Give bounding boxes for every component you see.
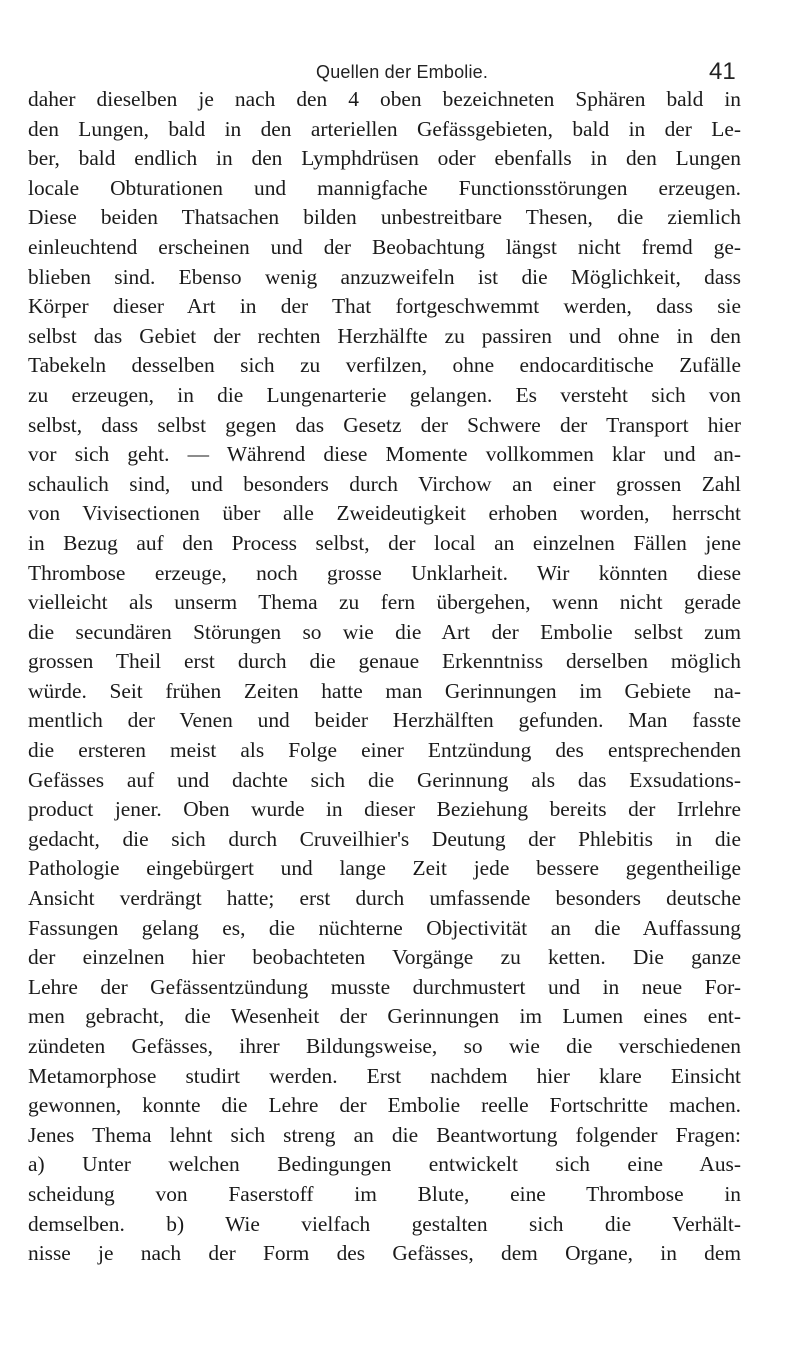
text-line: blieben sind. Ebenso wenig anzuzweifeln ist die Möglichkeit, dass <box>28 264 741 289</box>
running-title: Quellen der Embolie. <box>316 62 489 82</box>
text-line: Fassungen gelang es, die nüchterne Objectivität an die Auffassung <box>28 915 741 940</box>
text-line: vielleicht als unserm Thema zu fern übergehen, wenn nicht gerade <box>28 590 741 615</box>
text-line: vor sich geht. — Während diese Momente vollkommen klar und an- <box>28 442 741 467</box>
text-line: locale Obturationen und mannigfache Functionsstörungen erzeugen. <box>28 175 741 200</box>
text-line: von Vivisectionen über alle Zweideutigkeit erhoben worden, herrscht <box>28 501 741 526</box>
text-line: gewonnen, konnte die Lehre der Embolie reelle Fortschritte machen. <box>28 1093 741 1118</box>
running-head <box>0 58 800 88</box>
text-line: Körper dieser Art in der That fortgeschwemmt werden, dass sie <box>28 294 741 319</box>
text-line: schaulich sind, und besonders durch Virchow an einer grossen Zahl <box>28 471 741 496</box>
text-line: Diese beiden Thatsachen bilden unbestreitbare Thesen, die ziemlich <box>28 205 741 230</box>
text-line: den Lungen, bald in den arteriellen Gefässgebieten, bald in der Le- <box>28 116 741 141</box>
text-line: Pathologie eingebürgert und lange Zeit jede bessere gegentheilige <box>28 856 741 881</box>
text-line: nisse je nach der Form des Gefässes, dem Organe, in dem <box>28 1241 741 1266</box>
text-line: product jener. Oben wurde in dieser Beziehung bereits der Irrlehre <box>28 797 741 822</box>
text-line: Lehre der Gefässentzündung musste durchmustert und in neue For- <box>28 974 741 999</box>
text-line: a) Unter welchen Bedingungen entwickelt sich eine Aus- <box>28 1152 741 1177</box>
text-line: zu erzeugen, in die Lungenarterie gelangen. Es versteht sich von <box>28 382 741 407</box>
text-line: zündeten Gefässes, ihrer Bildungsweise, so wie die verschiedenen <box>28 1034 741 1058</box>
body-text <box>28 85 741 1269</box>
text-line: ber, bald endlich in den Lymphdrüsen oder ebenfalls in den Lungen <box>28 146 741 171</box>
text-line: die ersteren meist als Folge einer Entzündung des entsprechenden <box>28 738 741 763</box>
text-line: einleuchtend erscheinen und der Beobachtung längst nicht fremd ge- <box>28 234 741 259</box>
text-line: Ansicht verdrängt hatte; erst durch umfassende besonders deutsche <box>28 886 741 911</box>
text-line: scheidung von Faserstoff im Blute, eine Thrombose in <box>28 1181 741 1206</box>
text-line: die secundären Störungen so wie die Art der Embolie selbst zum <box>28 619 741 644</box>
text-line: grossen Theil erst durch die genaue Erkenntniss derselben möglich <box>28 649 741 674</box>
page-number: 41 <box>709 58 736 85</box>
text-line: selbst, dass selbst gegen das Gesetz der Schwere der Transport hier <box>28 412 741 437</box>
text-line: Thrombose erzeuge, noch grosse Unklarheit. Wir könnten diese <box>28 560 741 585</box>
text-line: demselben. b) Wie vielfach gestalten sich die Verhält- <box>28 1211 741 1236</box>
text-line: Metamorphose studirt werden. Erst nachdem hier klare Einsicht <box>28 1063 741 1088</box>
text-line: in Bezug auf den Process selbst, der local an einzelnen Fällen jene <box>28 530 741 555</box>
text-line: gedacht, die sich durch Cruveilhier's Deutung der Phlebitis in die <box>28 826 741 851</box>
text-line: mentlich der Venen und beider Herzhälften gefunden. Man fasste <box>28 708 741 733</box>
text-line: daher dieselben je nach den 4 oben bezeichneten Sphären bald in <box>28 87 741 111</box>
text-line: Gefässes auf und dachte sich die Gerinnung als das Exsudations- <box>28 767 741 792</box>
text-line: der einzelnen hier beobachteten Vorgänge zu ketten. Die ganze <box>28 945 741 970</box>
text-line: Tabekeln desselben sich zu verfilzen, ohne endocarditische Zufälle <box>28 353 741 378</box>
text-line: men gebracht, die Wesenheit der Gerinnungen im Lumen eines ent- <box>28 1004 741 1029</box>
text-line: würde. Seit frühen Zeiten hatte man Gerinnungen im Gebiete na- <box>28 678 741 703</box>
text-line: selbst das Gebiet der rechten Herzhälfte zu passiren und ohne in den <box>28 323 741 348</box>
text-line: Jenes Thema lehnt sich streng an die Beantwortung folgender Fragen: <box>28 1122 741 1147</box>
